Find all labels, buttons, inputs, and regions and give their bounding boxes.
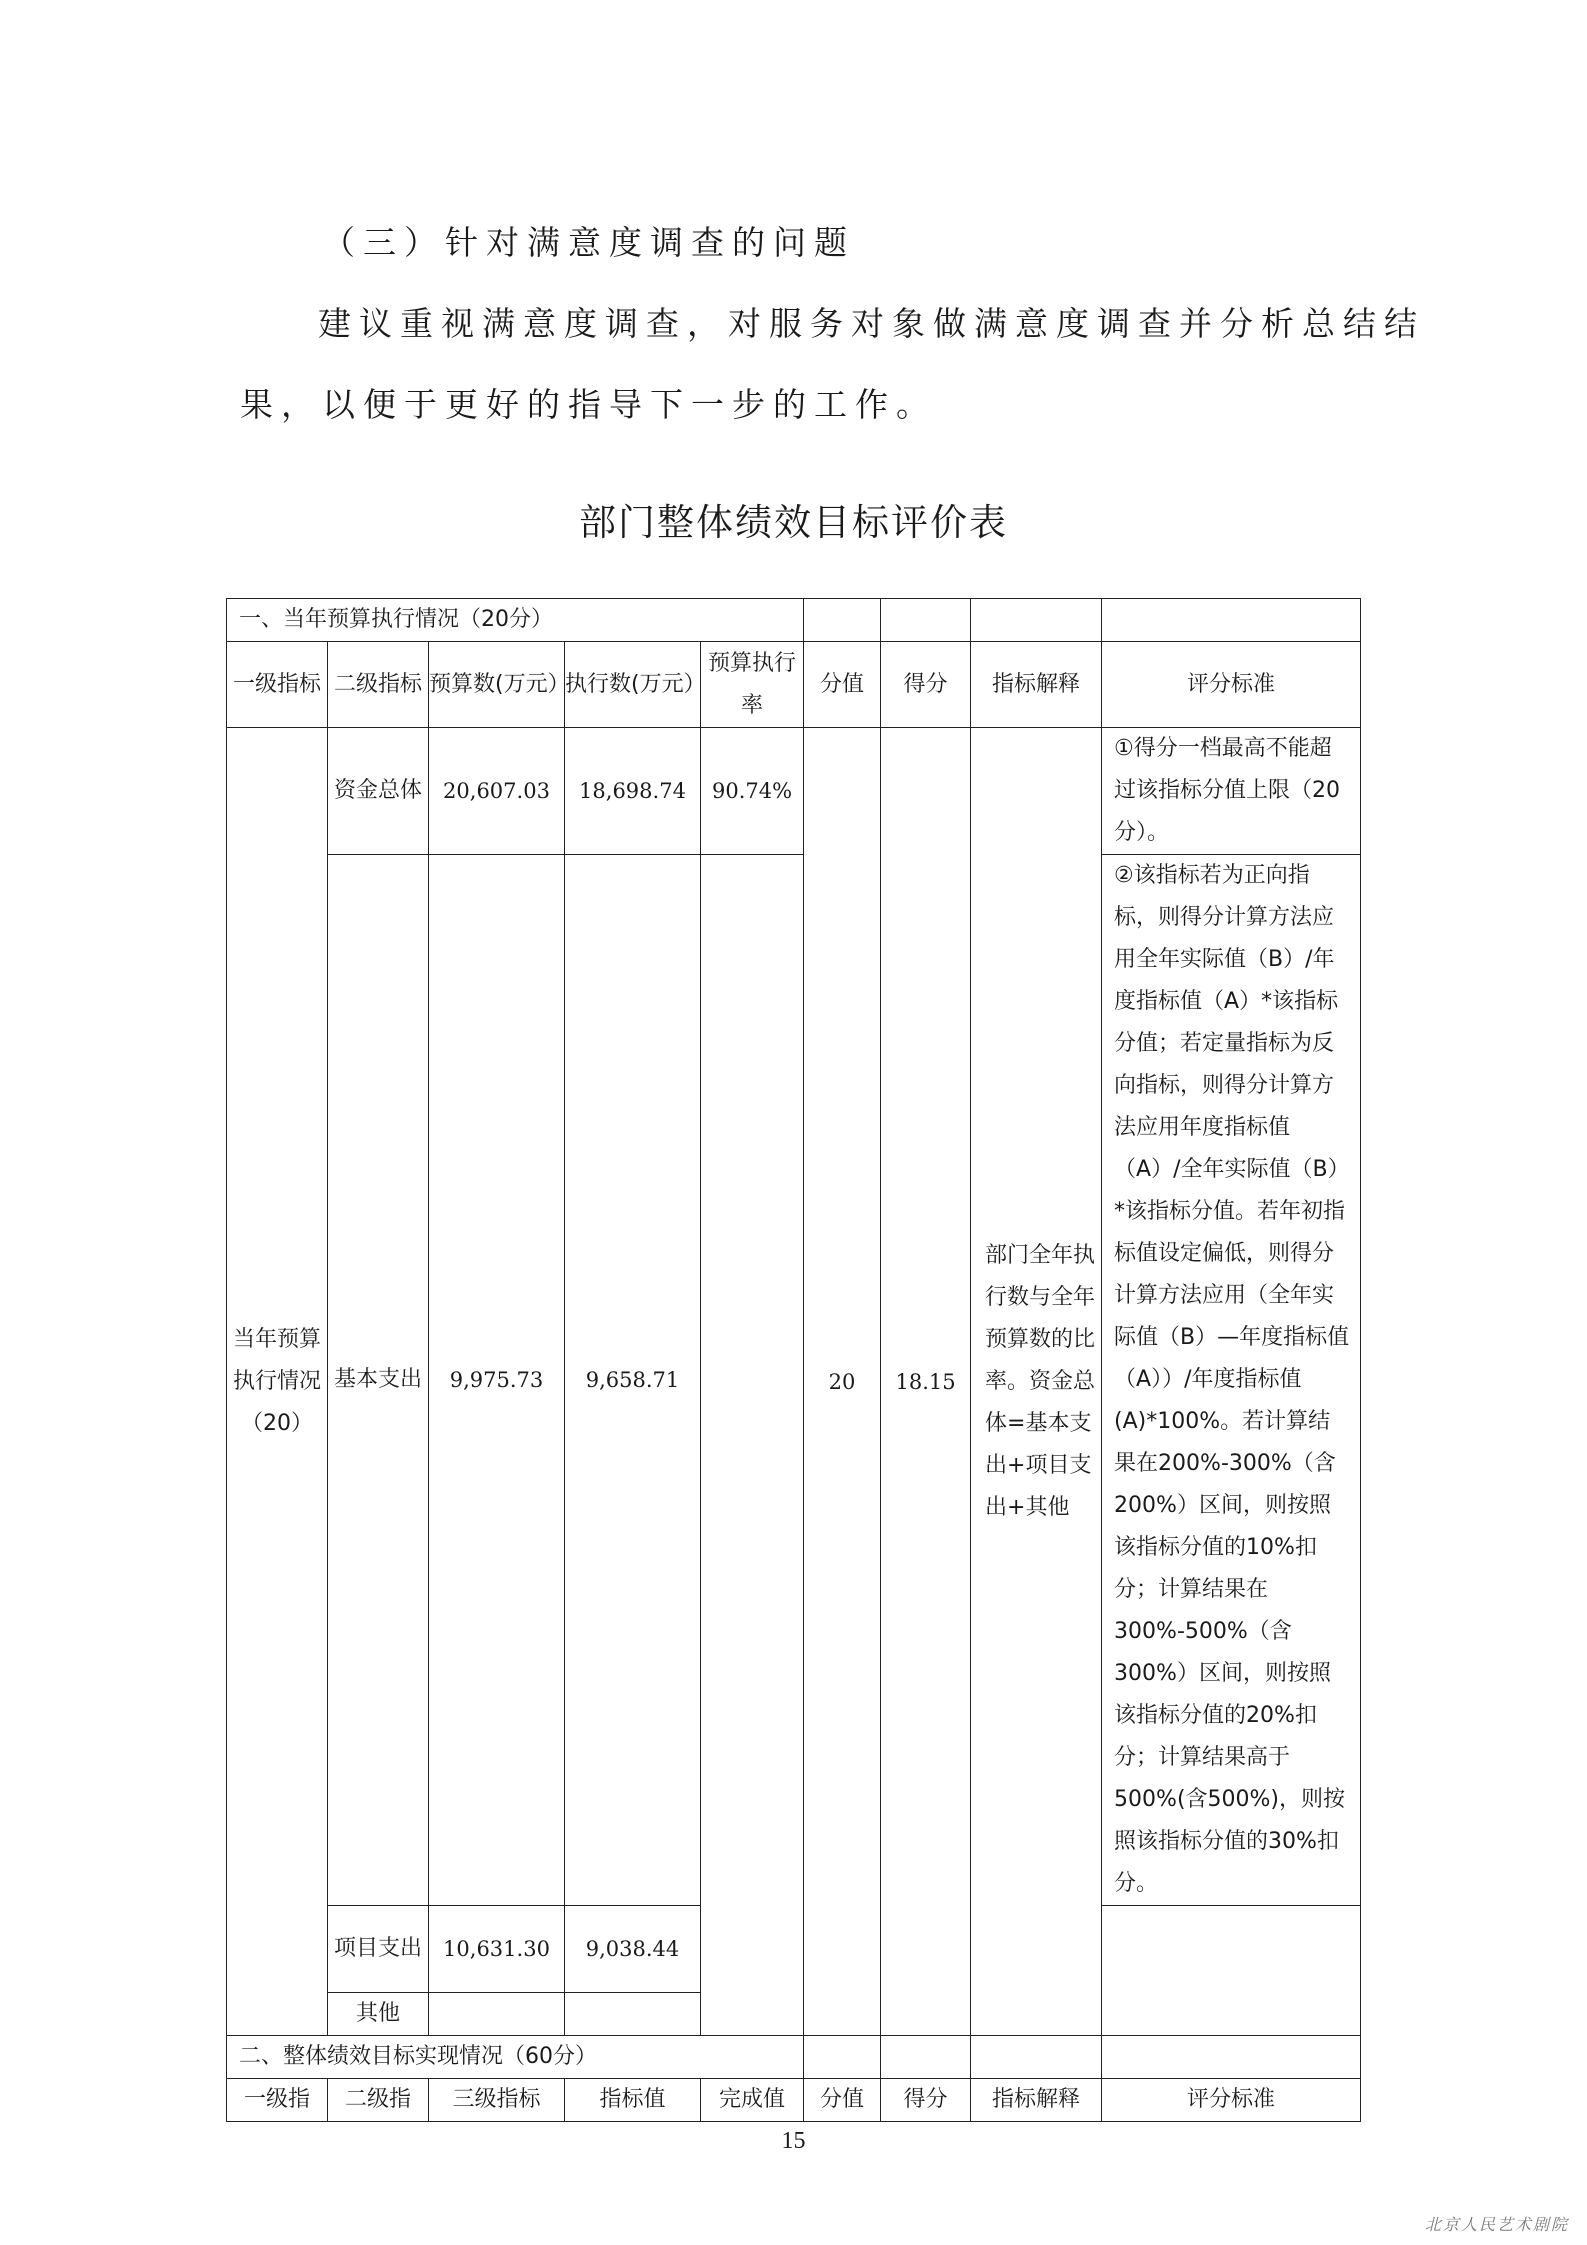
header-standard: 评分标准 <box>1102 2079 1361 2122</box>
executed-value: 9,038.44 <box>565 1906 701 1993</box>
table-row <box>227 855 1361 1906</box>
level2-indicator: 基本支出 <box>328 855 429 1906</box>
budget-value <box>429 1993 565 2036</box>
empty-cell <box>881 2036 971 2079</box>
level1-indicator: 当年预算执行情况（20） <box>227 728 328 2036</box>
sub-heading: （三）针对满意度调查的问题 <box>322 223 855 262</box>
header-level3: 三级指标 <box>429 2079 565 2122</box>
section-1-title: 一、当年预算执行情况（20分） <box>227 599 804 642</box>
header-score: 得分 <box>881 2079 971 2122</box>
evaluation-table <box>226 598 1361 2122</box>
empty-cell <box>804 2036 881 2079</box>
header-score-value: 分值 <box>804 2079 881 2122</box>
header-explanation: 指标解释 <box>971 642 1102 728</box>
execution-rate: 90.74% <box>701 728 804 855</box>
section-2-title: 二、整体绩效目标实现情况（60分） <box>227 2036 804 2079</box>
header-executed: 执行数(万元） <box>565 642 701 728</box>
section-2-row <box>227 2036 1361 2079</box>
score: 18.15 <box>881 728 971 2036</box>
header-row-2 <box>227 2079 1361 2122</box>
section-1-row <box>227 599 1361 642</box>
level2-indicator: 其他 <box>328 1993 429 2036</box>
empty-cell <box>971 599 1102 642</box>
header-standard: 评分标准 <box>1102 642 1361 728</box>
level2-indicator: 资金总体 <box>328 728 429 855</box>
header-level2: 二级指标 <box>328 642 429 728</box>
paragraph-line-2: 果，以便于更好的指导下一步的工作。 <box>240 385 937 424</box>
budget-value: 10,631.30 <box>429 1906 565 1993</box>
empty-cell <box>1102 599 1361 642</box>
header-target-value: 指标值 <box>565 2079 701 2122</box>
empty-cell <box>1102 2036 1361 2079</box>
header-completed-value: 完成值 <box>701 2079 804 2122</box>
empty-cell <box>971 2036 1102 2079</box>
empty-cell <box>804 599 881 642</box>
scoring-standard-2: ②该指标若为正向指标，则得分计算方法应用全年实际值（B）/年度指标值（A）*该指标分值；若定量指标为反向指标，则得分计算方法应用年度指标值（A）/全年实际值（B）*该指标分值。若年初指标值设定偏低，则得分计算方法应用（全年实际值（B）—年度指标值（A））/年度指标值(A)*100%。若计算结果在200%-300%（含200%）区间，则按照该指标分值的10%扣分；计算结果在300%-500%（含300%）区间，则按照该指标分值的20%扣分；计算结果高于500%(含500%)，则按照该指标分值的30%扣分。 <box>1102 855 1361 1906</box>
executed-value <box>565 1993 701 2036</box>
executed-value: 9,658.71 <box>565 855 701 1906</box>
table-row <box>227 728 1361 855</box>
header-budget: 预算数(万元） <box>429 642 565 728</box>
indicator-explanation: 部门全年执行数与全年预算数的比率。资金总体=基本支出+项目支出+其他 <box>971 728 1102 2036</box>
header-level2: 二级指 <box>328 2079 429 2122</box>
score-value: 20 <box>804 728 881 2036</box>
header-level1: 一级指 <box>227 2079 328 2122</box>
level2-indicator: 项目支出 <box>328 1906 429 1993</box>
header-level1: 一级指标 <box>227 642 328 728</box>
empty-cell <box>881 599 971 642</box>
table-title: 部门整体绩效目标评价表 <box>579 501 1008 544</box>
executed-value: 18,698.74 <box>565 728 701 855</box>
header-row-1 <box>227 642 1361 728</box>
header-rate: 预算执行率 <box>701 642 804 728</box>
page-number: 15 <box>781 2128 806 2154</box>
header-score: 得分 <box>881 642 971 728</box>
empty-cell <box>1102 1906 1361 2036</box>
watermark: 北京人民艺术剧院 <box>1424 2215 1569 2234</box>
budget-value: 9,975.73 <box>429 855 565 1906</box>
empty-rate-cell <box>701 855 804 2036</box>
header-score-value: 分值 <box>804 642 881 728</box>
scoring-standard-1: ①得分一档最高不能超过该指标分值上限（20分）。 <box>1102 728 1361 855</box>
paragraph-line-1: 建议重视满意度调查，对服务对象做满意度调查并分析总结结 <box>318 304 1425 343</box>
budget-value: 20,607.03 <box>429 728 565 855</box>
header-explanation: 指标解释 <box>971 2079 1102 2122</box>
